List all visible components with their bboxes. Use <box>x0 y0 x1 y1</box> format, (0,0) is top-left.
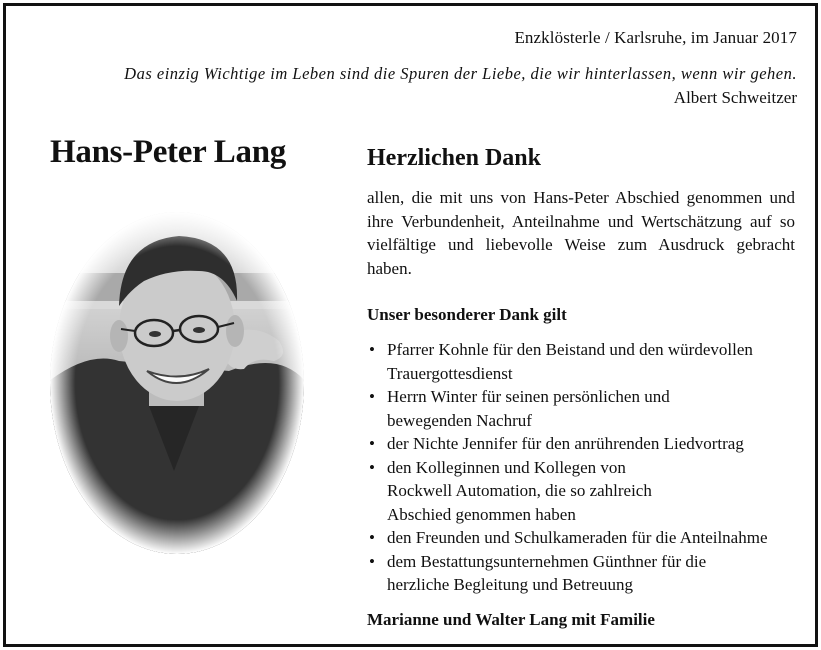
thanks-item-line: bewegenden Nachruf <box>387 410 532 430</box>
bullet-icon: • <box>369 340 375 359</box>
portrait-photo <box>49 211 305 556</box>
quote: Das einzig Wichtige im Leben sind die Spuren der Liebe, die wir hinterlassen, wenn wir gehen. <box>124 64 797 83</box>
thanks-item-line: den Kolleginnen und Kollegen von <box>387 457 626 477</box>
thanks-item <box>367 456 807 527</box>
thanks-item-line: Pfarrer Kohnle für den Beistand und den würdevollen <box>387 340 753 359</box>
thanks-item <box>367 432 807 456</box>
thanks-item <box>367 338 807 385</box>
obituary-notice <box>3 3 818 647</box>
thanks-item-line: Rockwell Automation, die so zahlreich <box>387 481 652 500</box>
thanks-item <box>367 385 807 432</box>
thanks-item-line: dem Bestattungsunternehmen Günthner für die <box>387 551 707 571</box>
deceased-name: Hans-Peter Lang <box>50 134 286 170</box>
thanks-item-line: den Freunden und Schulkameraden für die Anteilnahme <box>387 528 768 547</box>
quote-author: Albert Schweitzer <box>673 88 797 107</box>
thanks-item <box>367 526 807 550</box>
bullet-icon: • <box>369 528 375 547</box>
thanks-item-line: Herrn Winter für seinen persönlichen und <box>387 387 670 406</box>
bullet-icon: • <box>369 434 375 453</box>
signature: Marianne und Walter Lang mit Familie <box>367 610 655 629</box>
thanks-list <box>367 338 807 597</box>
place-date: Enzklösterle / Karlsruhe, im Januar 2017 <box>514 28 797 47</box>
bullet-icon: • <box>369 457 375 477</box>
notice-heading: Herzlichen Dank <box>367 145 541 171</box>
thanks-item <box>367 550 807 597</box>
thanks-subheading: Unser besonderer Dank gilt <box>367 305 567 324</box>
bullet-icon: • <box>369 551 375 571</box>
thanks-item-line: Trauergottesdienst <box>387 363 513 383</box>
thanks-item-line: Abschied genommen haben <box>387 504 576 524</box>
thanks-item-line: der Nichte Jennifer für den anrührenden Liedvortrag <box>387 434 744 453</box>
notice-intro: allen, die mit uns von Hans-Peter Abschied genommen und ihre Verbundenheit, Anteilnahme und Wertschätzung auf so vielfältige und liebevolle Weise zum Ausdruck gebracht haben. <box>367 188 795 278</box>
thanks-item-line: herzliche Begleitung und Betreuung <box>387 575 633 594</box>
bullet-icon: • <box>369 387 375 406</box>
